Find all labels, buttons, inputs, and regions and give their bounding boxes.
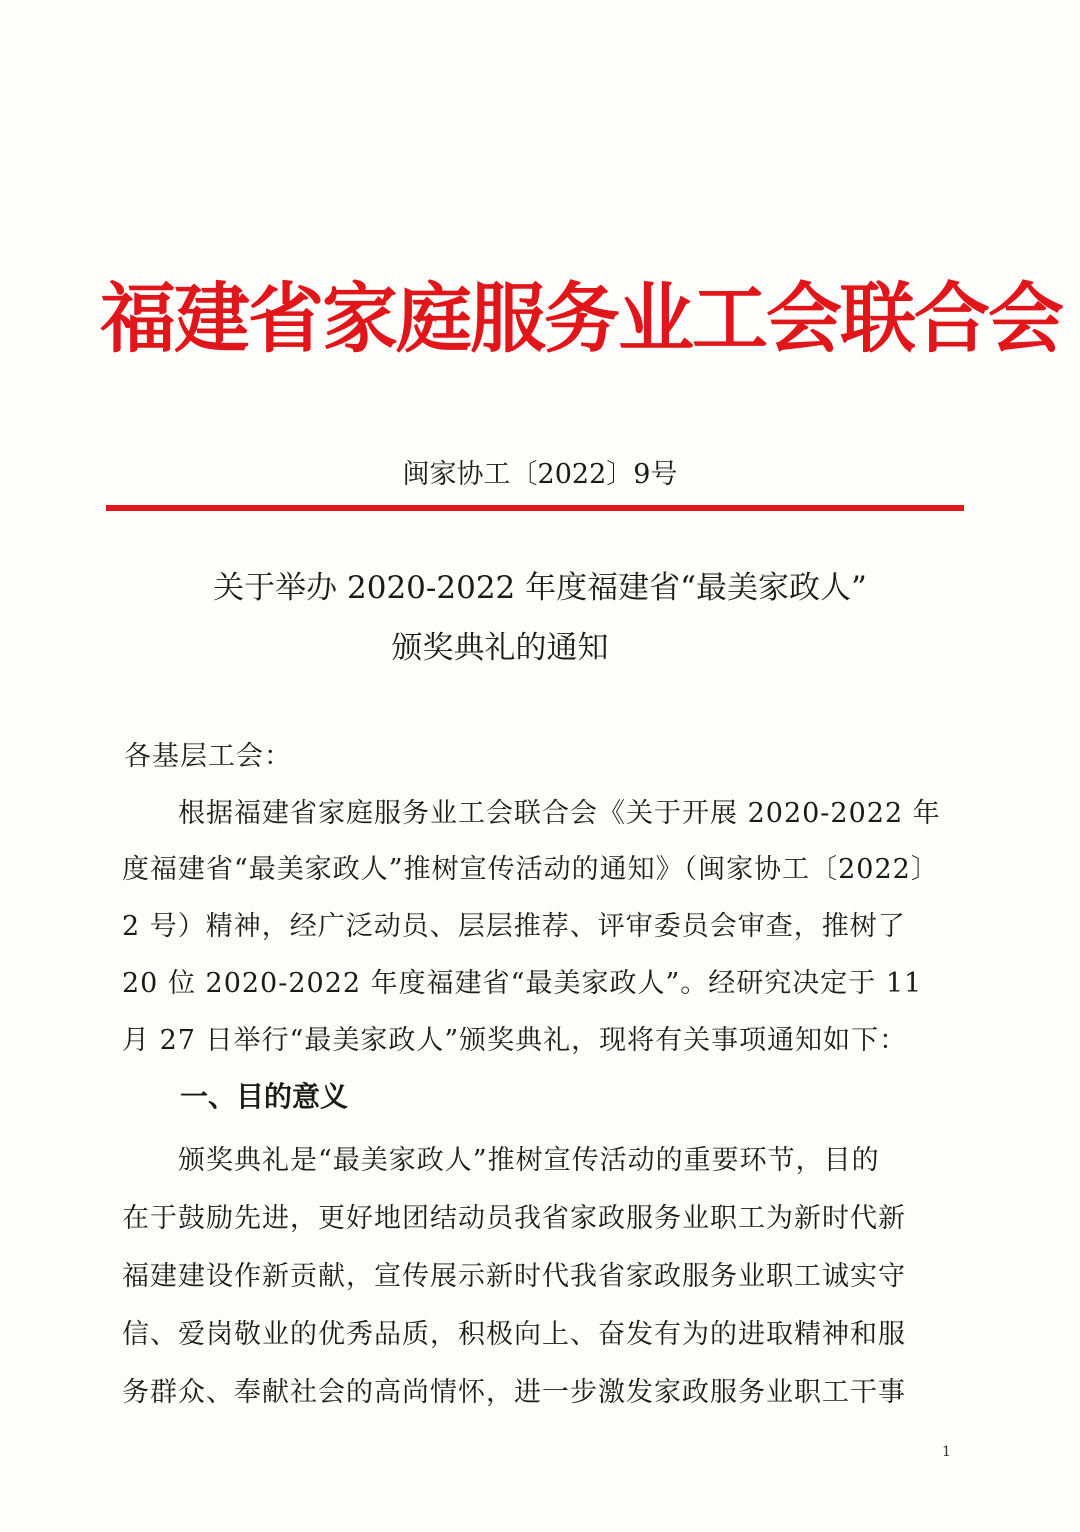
document-title-line-1: 关于举办 2020-2022 年度福建省“最美家政人” <box>213 570 867 606</box>
paragraph-2-line: 在于鼓励先进，更好地团结动员我省家政服务业职工为新时代新 <box>122 1203 906 1234</box>
section-heading: 一、目的意义 <box>180 1080 349 1113</box>
paragraph-2-line: 颁奖典礼是“最美家政人”推树宣传活动的重要环节，目的 <box>122 1145 880 1176</box>
paragraph-1-line: 2 号）精神，经广泛动员、层层推荐、评审委员会审查，推树了 <box>122 911 906 942</box>
paragraph-1-line: 月 27 日举行“最美家政人”颁奖典礼，现将有关事项通知如下： <box>122 1025 908 1056</box>
paragraph-2-line: 务群众、奉献社会的高尚情怀，进一步激发家政服务业职工干事 <box>122 1377 906 1408</box>
red-divider-line <box>106 505 964 511</box>
paragraph-1-line: 度福建省“最美家政人”推树宣传活动的通知》（闽家协工〔2022〕 <box>122 854 939 885</box>
document-title-line-2: 颁奖典礼的通知 <box>391 630 609 666</box>
paragraph-2-line: 福建建设作新贡献，宣传展示新时代我省家政服务业职工诚实守 <box>122 1261 906 1292</box>
paragraph-1-line: 20 位 2020-2022 年度福建省“最美家政人”。经研究决定于 11 <box>122 968 923 999</box>
organization-header: 福建省家庭服务业工会联合会 <box>100 274 1062 363</box>
paragraph-2-line: 信、爱岗敬业的优秀品质，积极向上、奋发有为的进取精神和服 <box>122 1319 906 1350</box>
page-number: 1 <box>942 1444 951 1460</box>
salutation: 各基层工会： <box>124 741 292 772</box>
paragraph-1-line: 根据福建省家庭服务业工会联合会《关于开展 2020-2022 年 <box>122 798 941 829</box>
document-number: 闽家协工〔2022〕9号 <box>402 459 678 490</box>
